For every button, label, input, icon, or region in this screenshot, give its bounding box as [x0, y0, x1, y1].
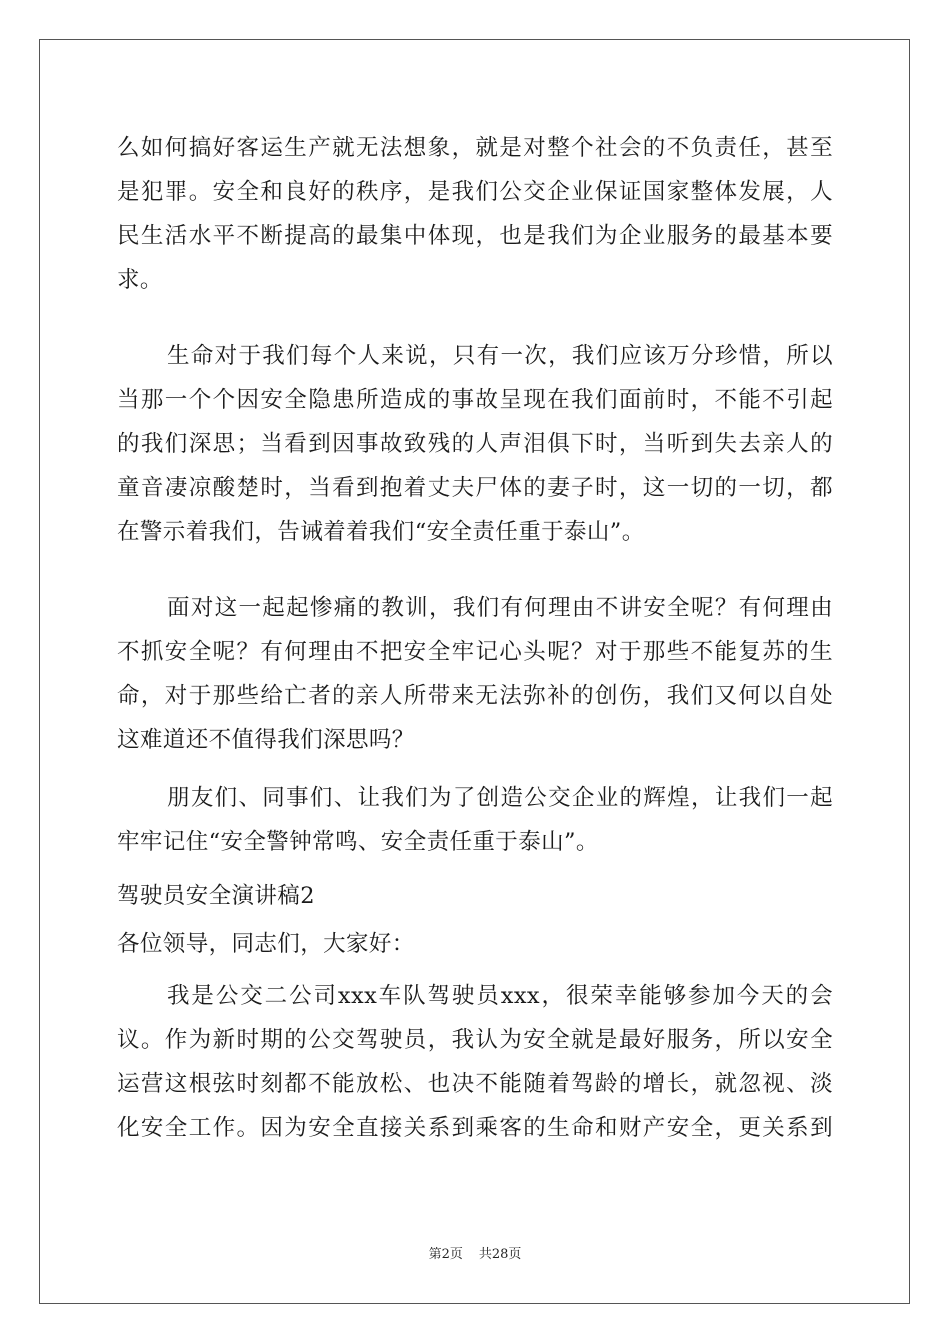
paragraph-line: 运营这根弦时刻都不能放松、也决不能随着驾龄的增长，就忽视、淡 [117, 1071, 833, 1097]
paragraph-line: 么如何搞好客运生产就无法想象，就是对整个社会的不负责任，甚至 [117, 135, 833, 161]
section-heading: 驾驶员安全演讲稿2 [117, 883, 315, 909]
paragraph-line: 这难道还不值得我们深思吗？ [117, 727, 415, 753]
paragraph-line: 的我们深思；当看到因事故致残的人声泪俱下时，当听到失去亲人的 [117, 431, 833, 457]
paragraph-line: 当那一个个因安全隐患所造成的事故呈现在我们面前时，不能不引起 [117, 387, 833, 413]
paragraph-line: 不抓安全呢？有何理由不把安全牢记心头呢？对于那些不能复苏的生 [117, 639, 833, 665]
paragraph-line: 牢牢记住“安全警钟常鸣、安全责任重于泰山”。 [117, 829, 599, 855]
paragraph-line: 我是公交二公司xxx车队驾驶员xxx，很荣幸能够参加今天的会 [167, 983, 833, 1009]
paragraph-line: 议。作为新时期的公交驾驶员，我认为安全就是最好服务，所以安全 [117, 1027, 833, 1053]
paragraph-line: 面对这一起起惨痛的教训，我们有何理由不讲安全呢？有何理由 [167, 595, 833, 621]
paragraph-line: 童音凄凉酸楚时，当看到抱着丈夫尸体的妻子时，这一切的一切，都 [117, 475, 833, 501]
paragraph-line: 生命对于我们每个人来说，只有一次，我们应该万分珍惜，所以 [167, 343, 833, 369]
paragraph-line: 是犯罪。安全和良好的秩序，是我们公交企业保证国家整体发展，人 [117, 179, 833, 205]
page-number: 第2页 [428, 1247, 463, 1262]
paragraph-line: 朋友们、同事们、让我们为了创造公交企业的辉煌，让我们一起 [167, 785, 833, 811]
salutation: 各位领导，同志们，大家好： [117, 931, 415, 957]
paragraph-line: 命，对于那些给亡者的亲人所带来无法弥补的创伤，我们又何以自处 [117, 683, 833, 709]
paragraph-line: 在警示着我们，告诫着着我们“安全责任重于泰山”。 [117, 519, 645, 545]
paragraph-line: 民生活水平不断提高的最集中体现，也是我们为企业服务的最基本要 [117, 223, 833, 249]
paragraph-line: 化安全工作。因为安全直接关系到乘客的生命和财产安全，更关系到 [117, 1115, 833, 1141]
page-total: 共28页 [478, 1247, 522, 1262]
paragraph-line: 求。 [117, 267, 163, 293]
page-footer [0, 1246, 950, 1264]
